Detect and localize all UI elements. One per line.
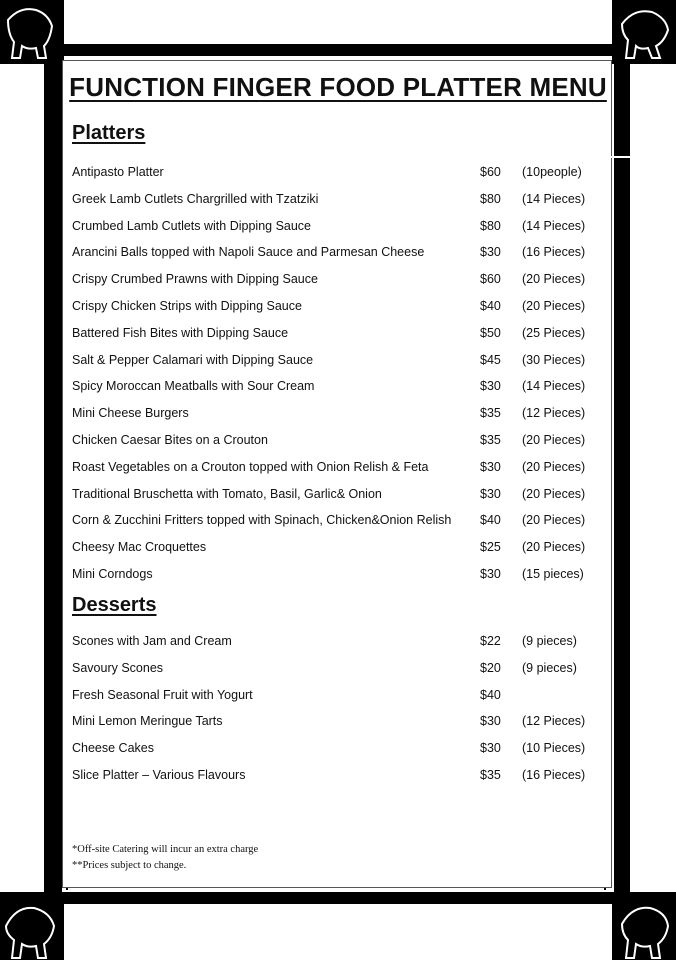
menu-item-price: $30 [480,245,501,260]
menu-item-name: Slice Platter – Various Flavours [72,768,246,782]
menu-item-qty: (20 Pieces) [522,433,586,447]
menu-item-row [72,323,592,343]
menu-item-qty: (10 Pieces) [522,741,586,756]
menu-item-row [72,216,592,236]
section-heading-platters: Platters [72,122,146,144]
menu-item-qty: (9 pieces) [522,634,577,648]
menu-item-price: $40 [480,687,501,702]
frame-right-band [614,0,630,960]
menu-item-price: $30 [480,741,501,756]
menu-item-row [72,269,592,289]
menu-item-qty: (20 Pieces) [522,540,586,555]
menu-item-name: Mini Corndogs [72,567,153,581]
menu-item-qty: (12 Pieces) [522,714,586,729]
menu-item-name: Fresh Seasonal Fruit with Yogurt [72,687,253,702]
menu-item-row [72,350,592,370]
menu-item-name: Traditional Bruschetta with Tomato, Basil, Garlic& Onion [72,486,382,501]
menu-item-price: $40 [480,513,501,528]
menu-item-name: Corn & Zucchini Fritters topped with Spinach, Chicken&Onion Relish [72,513,452,528]
menu-item-price: $30 [480,486,501,501]
menu-item-row [72,484,592,504]
menu-item-row [72,738,592,758]
frame-bottom-band [0,892,676,904]
corner-top-right [612,0,676,64]
menu-item-price: $50 [480,325,501,340]
menu-item-row [72,631,592,651]
menu-item-row [72,711,592,731]
menu-item-price: $30 [480,459,501,474]
menu-item-qty: (16 Pieces) [522,768,586,782]
menu-item-price: $35 [480,768,501,782]
footnote-prices: **Prices subject to change. [72,860,187,871]
menu-item-price: $30 [480,379,501,394]
menu-item-name: Arancini Balls topped with Napoli Sauce and Parmesan Cheese [72,245,425,260]
menu-item-price: $60 [480,272,501,287]
menu-item-name: Crumbed Lamb Cutlets with Dipping Sauce [72,218,312,233]
menu-item-name: Cheesy Mac Croquettes [72,540,207,555]
menu-item-row [72,403,592,423]
menu-item-qty: (20 Pieces) [522,299,586,313]
menu-item-name: Mini Cheese Burgers [72,406,189,421]
menu-item-name: Greek Lamb Cutlets Chargrilled with Tzatziki [72,191,319,206]
menu-item-row [72,376,592,396]
menu-item-price: $35 [480,433,501,447]
menu-item-row [72,457,592,477]
menu-item-name: Roast Vegetables on a Crouton topped with Onion Relish & Feta [72,459,429,474]
menu-item-price: $22 [480,634,501,648]
menu-item-qty: (20 Pieces) [522,272,586,287]
menu-item-row [72,537,592,557]
menu-item-qty: (25 Pieces) [522,325,586,340]
corner-bottom-right [612,896,676,960]
dog-silhouette-icon [0,896,64,960]
menu-item-qty: (20 Pieces) [522,486,586,501]
menu-item-name: Savoury Scones [72,660,164,675]
menu-item-name: Cheese Cakes [72,741,154,756]
menu-item-price: $30 [480,567,501,581]
menu-item-qty: (15 pieces) [522,567,584,581]
frame-notch [600,156,632,158]
dog-silhouette-icon [612,896,676,960]
menu-item-price: $80 [480,218,501,233]
menu-item-price: $60 [480,165,501,179]
footnotes [72,842,258,874]
menu-item-name: Battered Fish Bites with Dipping Sauce [72,325,289,340]
section-heading-desserts: Desserts [72,594,157,616]
menu-item-name: Antipasto Platter [72,165,164,179]
menu-item-name: Mini Lemon Meringue Tarts [72,714,223,729]
menu-item-name: Chicken Caesar Bites on a Crouton [72,433,268,447]
menu-item-qty: (14 Pieces) [522,218,586,233]
menu-title: FUNCTION FINGER FOOD PLATTER MENU [69,72,607,102]
menu-item-name: Crispy Chicken Strips with Dipping Sauce [72,299,302,313]
menu-item-row [72,296,592,316]
menu-item-row [72,510,592,530]
corner-bottom-left [0,896,64,960]
menu-item-row [72,162,592,182]
menu-item-qty: (10people) [522,165,582,179]
menu-item-row [72,189,592,209]
menu-item-qty: (20 Pieces) [522,513,586,528]
menu-item-row [72,765,592,785]
menu-item-qty: (9 pieces) [522,660,577,675]
menu-item-qty: (14 Pieces) [522,191,586,206]
menu-item-qty: (20 Pieces) [522,459,586,474]
menu-item-row [72,564,592,584]
menu-item-price: $25 [480,540,501,555]
menu-item-price: $40 [480,299,501,313]
menu-item-price: $45 [480,352,501,367]
menu-item-price: $80 [480,191,501,206]
menu-item-qty: (30 Pieces) [522,352,586,367]
menu-item-price: $35 [480,406,501,421]
menu-item-name: Crispy Crumbed Prawns with Dipping Sauce [72,272,318,287]
footnote-offsite: *Off-site Catering will incur an extra charge [72,844,259,855]
dog-silhouette-icon [0,0,64,64]
menu-item-qty: (16 Pieces) [522,245,586,260]
frame-top-band [0,44,676,56]
dog-silhouette-icon [612,0,676,64]
menu-item-name: Spicy Moroccan Meatballs with Sour Cream [72,379,315,394]
menu-item-price: $30 [480,714,501,729]
menu-item-name: Salt & Pepper Calamari with Dipping Sauce [72,352,314,367]
menu-item-row [72,430,592,450]
corner-top-left [0,0,64,64]
frame-left-band [44,0,62,960]
menu-item-row [72,685,592,705]
menu-item-row [72,658,592,678]
menu-item-qty: (14 Pieces) [522,379,586,394]
menu-item-qty: (12 Pieces) [522,406,586,421]
menu-item-price: $20 [480,660,501,675]
menu-item-row [72,242,592,262]
menu-item-name: Scones with Jam and Cream [72,634,232,648]
